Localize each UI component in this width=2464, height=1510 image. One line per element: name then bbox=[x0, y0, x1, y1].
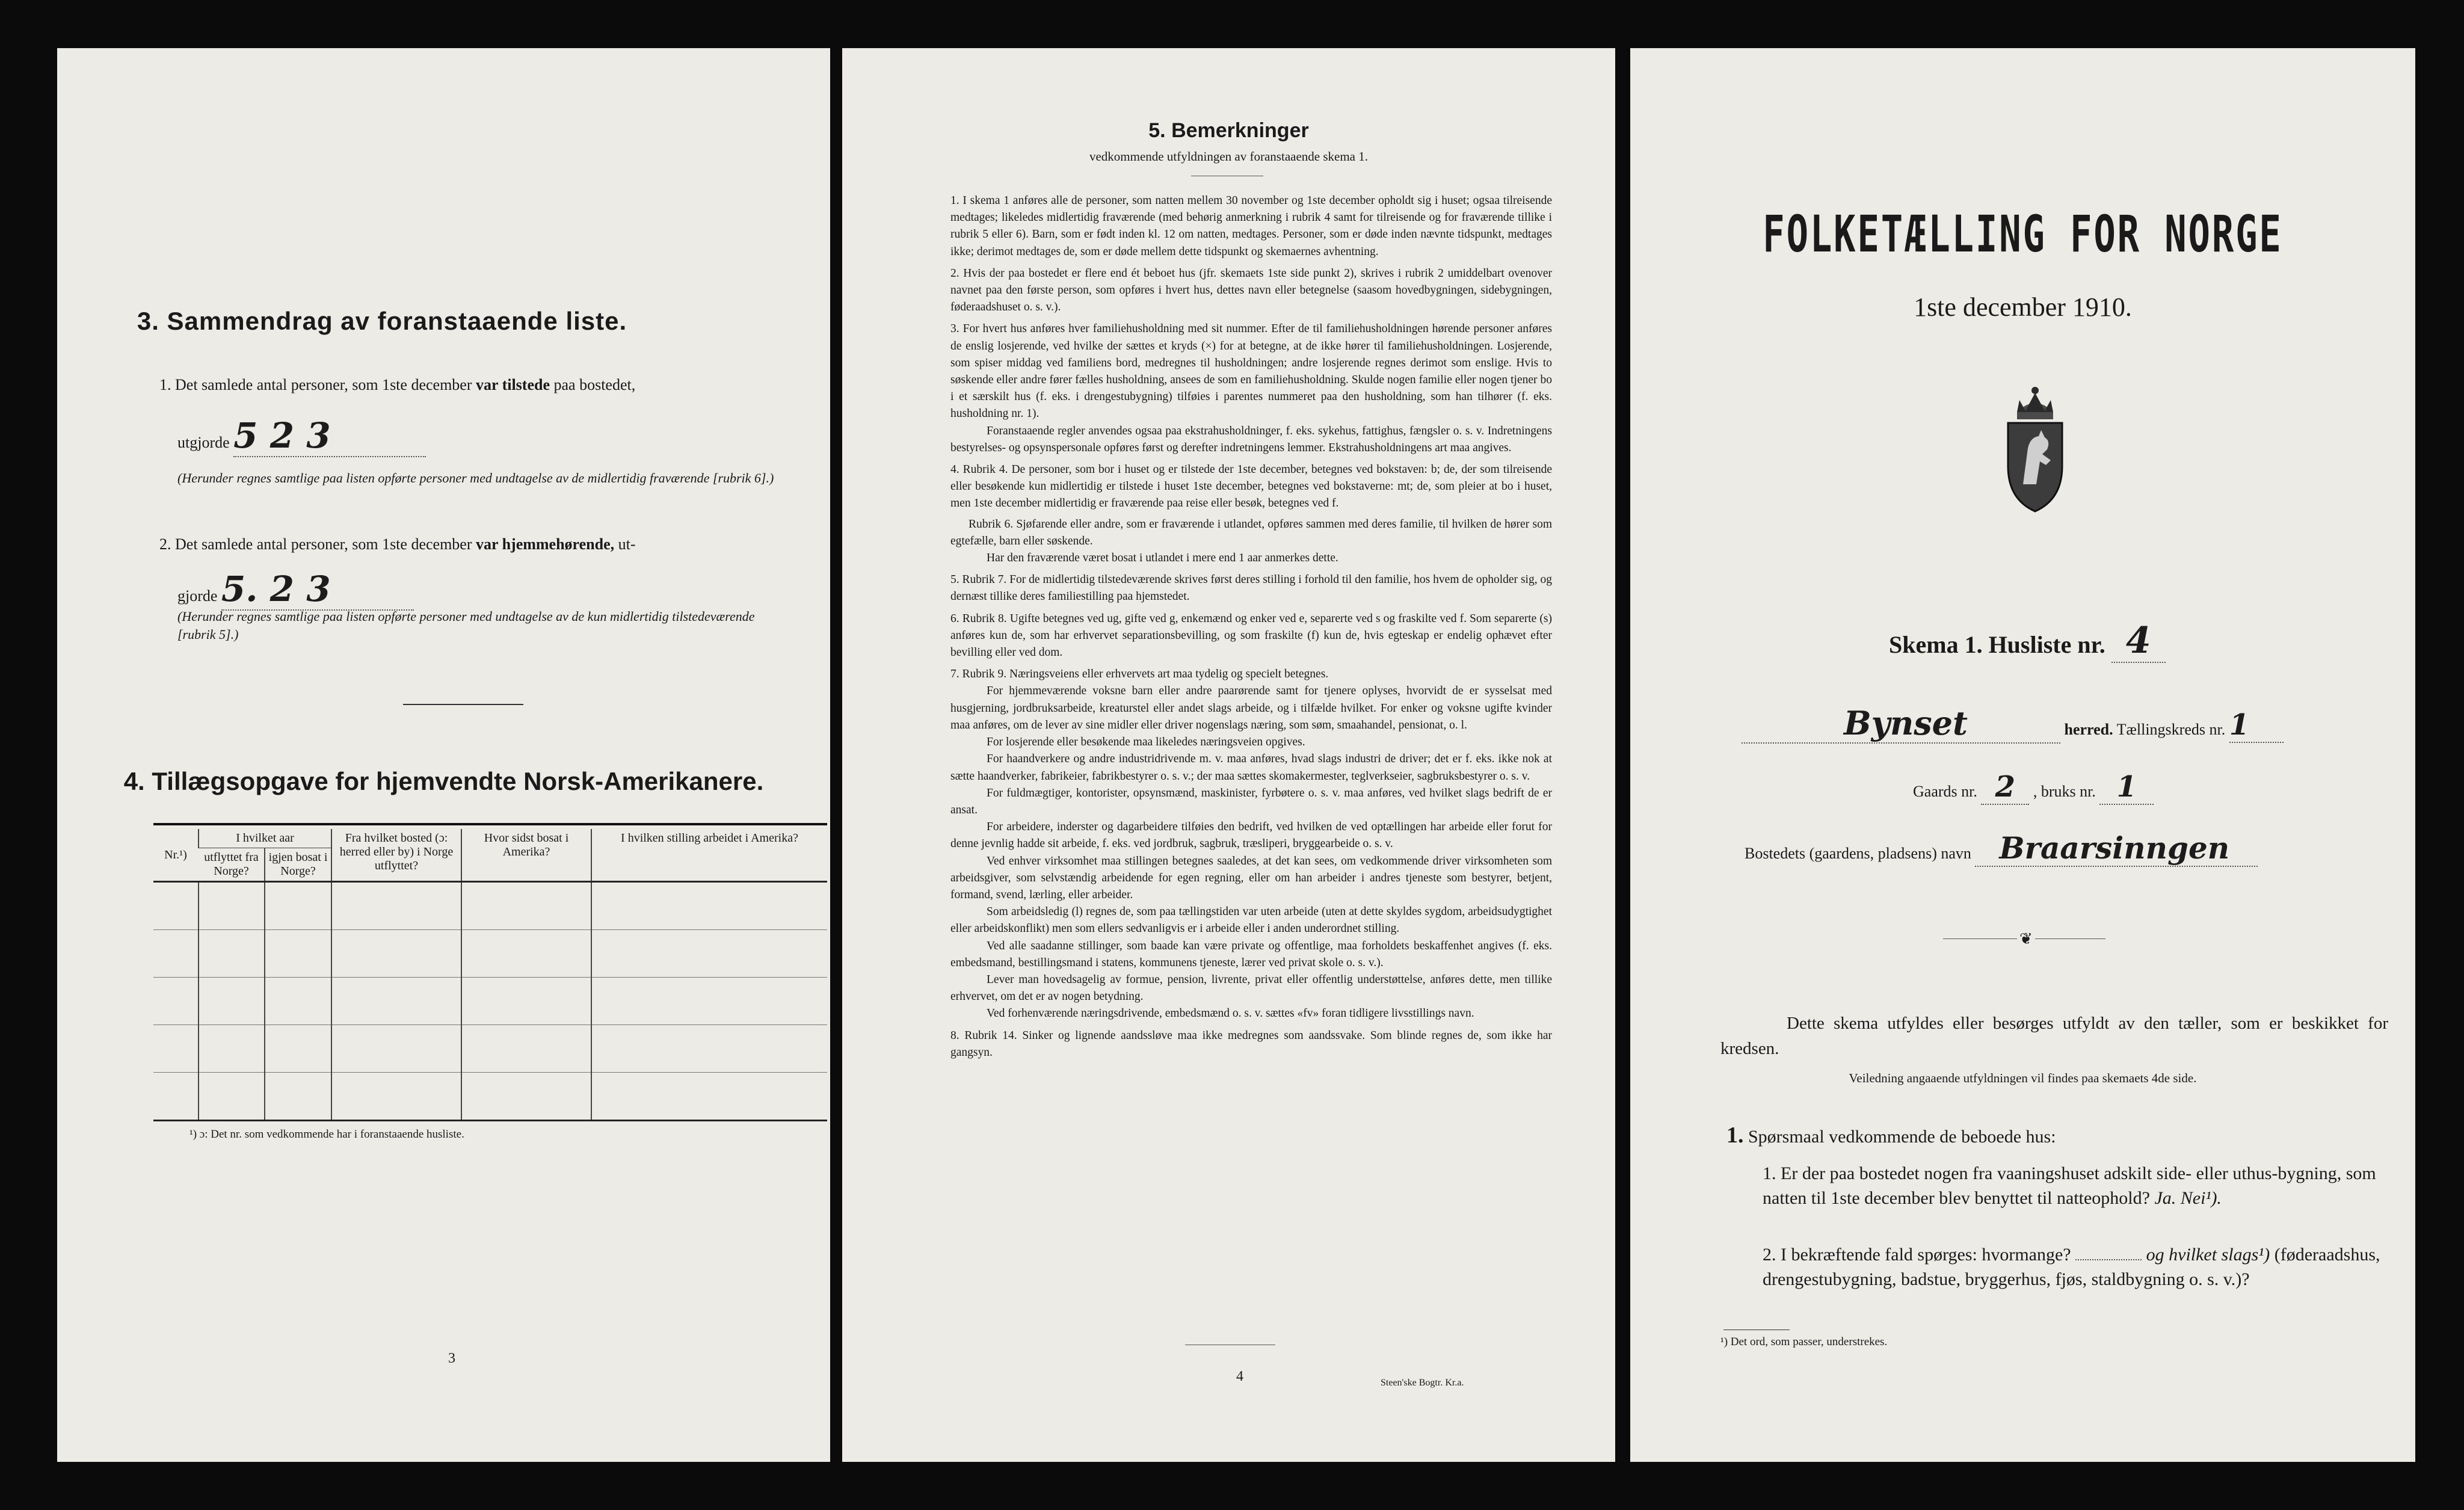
col-stilling: I hvilken stilling arbeidet i Amerika? bbox=[591, 829, 827, 882]
item-2: 2. Det samlede antal personer, som 1ste december var hjemmehørende, ut- bbox=[159, 535, 636, 553]
remark-paragraph: For fuldmægtiger, kontorister, opsynsmænd, maskinister, fyrbøtere o. s. v. maa anføres, ved hvilket slags bedrift de er ansat. bbox=[950, 786, 1552, 816]
husliste-nr: 4 bbox=[2111, 620, 2166, 663]
question-1: 1. Er der paa bostedet nogen fra vaaningshuset adskilt side- eller uthus-bygning, som natten til 1ste december blev benyttet til natteophold? Ja. Nei¹). bbox=[1763, 1163, 2376, 1209]
table-top-rule bbox=[153, 823, 827, 825]
norsk-amerikaner-table bbox=[153, 829, 827, 1121]
page-number: 3 bbox=[448, 1351, 455, 1366]
herred-line: Bynset herred. Tællingskreds nr. 1 bbox=[1742, 704, 2409, 744]
col-utflyttet: utflyttet fra Norge? bbox=[199, 848, 265, 882]
remark-paragraph: 5. Rubrik 7. For de midlertidig tilstedeværende skrives først deres stilling i forhold til den familie, hos hvem de opholder sig, og dernæst tillike deres familiestilling paa hjemstedet. bbox=[950, 573, 1552, 603]
remark-paragraph: Ved forhenværende næringsdrivende, embedsmænd o. s. v. sættes «fv» foran tidligere livsstillings navn. bbox=[987, 1007, 1474, 1020]
col-hvor-sidst: Hvor sidst bosat i Amerika? bbox=[461, 829, 591, 882]
norwegian-coat-of-arms-icon bbox=[1999, 382, 2071, 514]
gaards-line: Gaards nr. 2 , bruks nr. 1 bbox=[1913, 770, 2154, 805]
section-4-title: 4. Tillægsopgave for hjemvendte Norsk-Amerikanere. bbox=[123, 767, 764, 795]
census-title: FOLKETÆLLING FOR NORGE bbox=[1763, 205, 2283, 263]
table-row bbox=[153, 1025, 827, 1073]
remark-paragraph: Ved alle saadanne stillinger, som baade kan være private og offentlige, maa forholdets beskaffenhet angives (f. eks. embedsmand, bestillingsmand i statens, kommunens tjeneste, lærer ved privat skole o. s. v.). bbox=[950, 939, 1552, 969]
kreds-value: 1 bbox=[2229, 708, 2284, 743]
item-2-total: gjorde 5. 2 3 bbox=[177, 569, 414, 611]
table-footnote: ¹) ɔ: Det nr. som vedkommende har i foranstaaende husliste. bbox=[189, 1128, 464, 1141]
remark-paragraph: 7. Rubrik 9. Næringsveiens eller erhvervets art maa tydelig og specielt betegnes. bbox=[950, 668, 1329, 681]
remark-paragraph: 4. Rubrik 4. De personer, som bor i huset og er tilstede der 1ste december, betegnes ved bokstaven: b; de, der som tilreisende eller besøkende kun midlertidig er tilstede i huset 1ste december, betegnes ved bokstaverne: mt; de, som pleier at bo i huset, men 1ste december midlertidig er fraværende paa reise eller besøk, betegnes ved f. bbox=[950, 463, 1552, 510]
remark-paragraph: For arbeidere, inderster og dagarbeidere tilføies den bedrift, ved hvilken de ved optællingen har arbeide eller forut for denne jevnlig hadde sit arbeide, f. eks. ved jordbruk, sagbruk, træsliperi, bryggearbeide o. s. v. bbox=[950, 821, 1552, 851]
col-fra-bosted: Fra hvilket bosted (ɔ: herred eller by) i Norge utflyttet? bbox=[331, 829, 461, 882]
bosted-line: Bostedets (gaardens, pladsens) navn Braarsinngen bbox=[1745, 830, 2258, 867]
remark-paragraph: 3. For hvert hus anføres hver familiehusholdning med sit nummer. Efter de til familiehusholdningen hørende personer anføres de enslig losjerende, ved hvilke der sættes et kryds (×) for at betegne, at de ikke hører til familiehusholdningen. Losjerende, som spiser middag ved familiens bord, medregnes til husholdningen; andre losjerende regnes derimot som enslige. Hvis to søskende eller andre fører fælles husholdning, ansees de som en familiehusholdning. Skulde nogen familie eller nogen tjener bo i et særskilt hus (f. eks. i drengestubygning) tilføies i parentes nummeret paa den husholdning, som han tilhører (f. eks. husholdning nr. 1). bbox=[950, 322, 1552, 421]
page-number: 4 bbox=[1236, 1369, 1243, 1384]
remark-paragraph: Foranstaaende regler anvendes ogsaa paa ekstrahusholdninger, f. eks. sykehus, fattighus, fængsler o. s. v. Indretningens bestyrelses- og opsynspersonale opføres først og derefter indretningens lemmer. Ekstrahusholdningens art maa angives. bbox=[950, 424, 1552, 454]
table-row bbox=[153, 978, 827, 1025]
census-date: 1ste december 1910. bbox=[1914, 292, 2132, 322]
instruction-note: Veiledning angaaende utfyldningen vil findes paa skemaets 4de side. bbox=[1849, 1071, 2197, 1085]
schema-line: Skema 1. Husliste nr. 4 bbox=[1889, 620, 2166, 663]
cover-footnote: ¹) Det ord, som passer, understrekes. bbox=[1720, 1336, 1888, 1348]
col-nr: Nr.¹) bbox=[153, 829, 199, 882]
instruction-text: Dette skema utfyldes eller besørges utfyldt av den tæller, som er beskikket for kredsen. bbox=[1720, 1014, 2388, 1059]
table-row bbox=[153, 1073, 827, 1121]
remark-paragraph: For hjemmeværende voksne barn eller andre paarørende samt for tjenere oplyses, hvorvidt de er sysselsat med husgjerning, jordbruksarbeide, kreaturstel eller andet slags arbeide, og i tilfælde hvilket. For enker og voksne ugifte kvinder maa anføres, om de lever av sine midler eller driver nogenslags næring, som søm, smaahandel, pensionat, o. l. bbox=[950, 685, 1552, 732]
item-1-total: utgjorde 5 2 3 bbox=[177, 415, 426, 457]
remark-paragraph: Ved enhver virksomhet maa stillingen betegnes saaledes, at det kan sees, om vedkommende driver virksomheten som arbeidsgiver, som selvstændig arbeidende for egen regning, eller om han arbeider i andres tjeneste som bestyrer, betjent, formand, svend, lærling, eller arbeider. bbox=[950, 854, 1552, 901]
remark-paragraph: For haandverkere og andre industridrivende m. v. maa anføres, hvad slags industri de driver; det er f. eks. ikke nok at sætte haandverker, fabrikeier, fabrikbestyrer o. s. v.; der maa sættes skomakermester, teglverkseier, sagbruksbestyrer o. s. v. bbox=[950, 753, 1552, 783]
herred-value: Bynset bbox=[1742, 704, 2060, 744]
page-3 bbox=[57, 48, 830, 1462]
question-2: 2. I bekræftende fald spørges: hvormange? og hvilket slags¹) (føderaadshus, drengestubygning, badstue, bryggerhus, fjøs, staldbygning o. s. v.)? bbox=[1763, 1245, 2380, 1290]
col-group-aar: I hvilket aar bbox=[199, 829, 331, 848]
remark-paragraph: For losjerende eller besøkende maa likeledes næringsveien opgives. bbox=[987, 736, 1305, 749]
gaards-value: 2 bbox=[1981, 770, 2029, 805]
remark-paragraph: 1. I skema 1 anføres alle de personer, som natten mellem 30 november og 1ste december opholdt sig i huset; ogsaa tilreisende medtages; likeledes midlertidig fraværende (med behørig anmerkning i rubrik 4 samt for tilreisende og for fraværende tillike i rubrik 5 eller 6). Barn, som er født inden kl. 12 om natten, medtages. Personer, som er døde inden nævnte tidspunkt, medtages ikke; derimot medtages de, som er døde mellem dette tidspunkt og skemaernes avhentning. bbox=[950, 194, 1552, 258]
page-1-cover bbox=[1630, 48, 2415, 1462]
item-1-value: 5 2 3 bbox=[233, 415, 426, 457]
item-2-note: (Herunder regnes samtlige paa listen opførte personer med undtagelse av de kun midlertidig tilstedeværende [rubrik 5].) bbox=[177, 609, 755, 642]
bruks-value: 1 bbox=[2099, 770, 2154, 805]
col-igjen: igjen bosat i Norge? bbox=[265, 848, 331, 882]
section-3-title: 3. Sammendrag av foranstaaende liste. bbox=[137, 307, 627, 335]
questions-heading: 1. Spørsmaal vedkommende de beboede hus: bbox=[1726, 1123, 2056, 1148]
item-2-value: 5. 2 3 bbox=[221, 569, 414, 611]
remarks-subtitle: vedkommende utfyldningen av foranstaaende skema 1. bbox=[1089, 149, 1368, 164]
remark-paragraph: 2. Hvis der paa bostedet er flere end ét beboet hus (jfr. skemaets 1ste side punkt 2), skrives i rubrik 2 umiddelbart ovenover navnet paa den første person, som opføres i hvert hus, dettes navn eller betegnelse (saasom hovedbygningen, sidebygningen, føderaadshuset o. s. v.). bbox=[950, 267, 1552, 314]
ornament-icon: ❦ bbox=[2017, 930, 2035, 948]
item-1: 1. Det samlede antal personer, som 1ste december var tilstede paa bostedet, bbox=[159, 376, 636, 393]
bosted-value: Braarsinngen bbox=[1975, 830, 2258, 867]
remark-paragraph: Har den fraværende været bosat i utlandet i mere end 1 aar anmerkes dette. bbox=[987, 552, 1338, 565]
page-4 bbox=[842, 48, 1615, 1462]
remark-paragraph: 8. Rubrik 14. Sinker og lignende aandssløve maa ikke medregnes som aandssvake. Som blinde regnes de, som ikke har gangsyn. bbox=[950, 1029, 1552, 1059]
remark-paragraph: Rubrik 6. Sjøfarende eller andre, som er fraværende i utlandet, opføres sammen med deres familie, til hvilken de hører som egtefælle, barn eller søskende. bbox=[950, 517, 1552, 547]
remark-paragraph: 6. Rubrik 8. Ugifte betegnes ved ug, gifte ved g, enkemænd og enker ved e, separerte ved s og fraskilte ved f. Som separerte (s) anføres kun de, som har erhvervet separationsbevilling, og som fraskilte (f) kun de, hvis egteskap er endelig ophævet efter bevilling eller ved dom. bbox=[950, 612, 1552, 659]
table-row bbox=[153, 930, 827, 978]
remark-paragraph: Som arbeidsledig (l) regnes de, som paa tællingstiden var uten arbeide (uten at dette skyldes sygdom, arbeidsudygtighet eller arbeidskonflikt) men som ellers sedvanligvis er i arbeide eller i anden underordnet stilling. bbox=[950, 905, 1552, 935]
item-1-note: (Herunder regnes samtlige paa listen opførte personer med undtagelse av de midlertidig fraværende [rubrik 6].) bbox=[177, 470, 774, 485]
remark-paragraph: Lever man hovedsagelig av formue, pension, livrente, privat eller offentlig understøttelse, anføres dette, men tillike erhvervet, om det er av nogen betydning. bbox=[950, 973, 1552, 1003]
remarks-title: 5. Bemerkninger bbox=[1148, 119, 1309, 142]
divider bbox=[403, 704, 523, 705]
remarks-body bbox=[950, 193, 1552, 1378]
table-row bbox=[153, 882, 827, 930]
printer-imprint: Steen'ske Bogtr. Kr.a. bbox=[1381, 1378, 1464, 1388]
q1-answer: Ja. Nei¹). bbox=[2154, 1188, 2222, 1209]
